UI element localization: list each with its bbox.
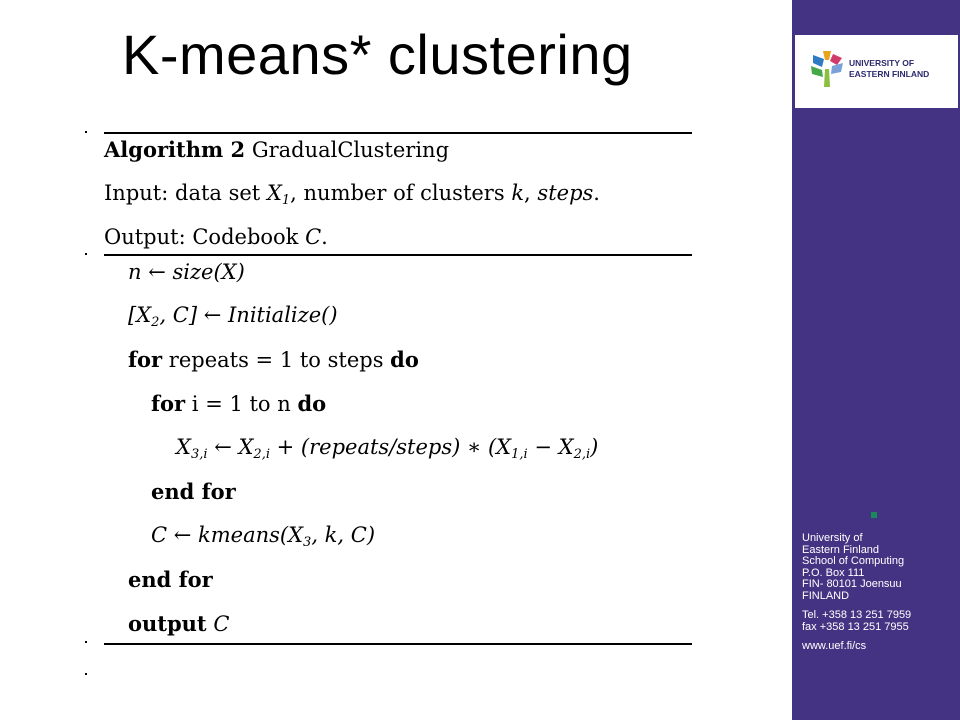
contact-line: School of Computing [802, 555, 905, 567]
input-sub: 1 [281, 193, 291, 208]
algo-sub: 2,i [253, 447, 270, 462]
contact-line: FINLAND [802, 589, 850, 602]
contact-fax: fax +358 13 251 7955 [802, 620, 909, 633]
algo-sub: 3 [303, 535, 312, 550]
input-text: , [524, 181, 531, 205]
logo-line: EASTERN FINLAND [849, 69, 930, 79]
logo-icon [809, 49, 845, 91]
output-text: Codebook [192, 225, 299, 249]
algo-line-2 [128, 303, 338, 330]
contact-info [802, 533, 952, 653]
algo-line-7 [151, 523, 375, 550]
algo-line-8 [128, 567, 213, 592]
university-logo [795, 35, 958, 108]
input-var: k [511, 181, 525, 205]
keyword: for [151, 391, 186, 416]
algo-line-text: ← X [207, 435, 254, 459]
algo-sub: 1,i [511, 447, 528, 462]
bottom-rule [104, 643, 692, 645]
algo-line-4 [151, 391, 326, 416]
algo-line-text: C [213, 612, 230, 636]
algo-line-text: , C] ← Initialize() [159, 303, 338, 327]
keyword: end for [151, 479, 236, 504]
algorithm-header [104, 137, 449, 162]
bullet-marker [85, 253, 87, 255]
algo-line-text: , k, C) [311, 523, 376, 547]
contact-line: P.O. Box 111 [802, 566, 865, 579]
slide-title: K-means* clustering [122, 23, 633, 86]
top-rule [104, 132, 692, 134]
output-text: . [321, 225, 328, 249]
logo-line: UNIVERSITY OF [849, 58, 915, 68]
accent-dot [871, 512, 877, 518]
algorithm-label: Algorithm 2 [104, 137, 246, 162]
algo-line-6 [151, 479, 236, 504]
keyword: for [128, 347, 163, 372]
algo-line-text: i = 1 to n [191, 392, 291, 416]
bullet-marker [85, 131, 87, 133]
bullet-marker [85, 673, 87, 675]
algo-line-text: + (repeats/steps) ∗ (X [269, 435, 512, 459]
algo-line-3 [128, 347, 419, 372]
algo-line-text: X [176, 435, 191, 459]
middle-rule [104, 254, 692, 256]
algo-line-text: repeats = 1 to steps [168, 348, 384, 372]
keyword: do [297, 391, 327, 416]
algo-line-text: n ← size(X) [128, 260, 245, 284]
algo-sub: 2 [151, 315, 160, 330]
input-text: , number of clusters [290, 181, 505, 205]
input-text: data set [175, 181, 261, 205]
contact-line: FIN- 80101 Joensuu [802, 578, 902, 590]
algorithm-output [104, 225, 328, 249]
contact-line: University of [802, 532, 863, 544]
algo-line-5 [176, 435, 598, 462]
contact-phone: Tel. +358 13 251 7959 [802, 609, 912, 621]
input-text: . [593, 181, 600, 205]
input-var: steps [537, 181, 594, 205]
input-var: X [266, 181, 282, 205]
contact-line: Eastern Finland [802, 543, 880, 556]
algorithm-input [104, 181, 600, 208]
logo-text [849, 58, 929, 80]
keyword: end for [128, 567, 213, 592]
bullet-marker [85, 641, 87, 643]
algo-line-text: − X [527, 435, 574, 459]
algorithm-box [85, 125, 695, 685]
output-var: C [305, 225, 322, 249]
keyword: do [390, 347, 419, 372]
algo-sub: 3,i [190, 447, 208, 462]
keyword: output [128, 611, 207, 636]
algorithm-name: GradualClustering [251, 138, 450, 162]
input-label: Input: [104, 181, 169, 205]
algo-line-text: ) [590, 435, 599, 459]
algo-sub: 2,i [573, 447, 591, 462]
contact-website[interactable]: www.uef.fi/cs [802, 640, 867, 652]
algo-line-text: C ← kmeans(X [151, 523, 304, 547]
output-label: Output: [104, 225, 186, 249]
algo-line-1 [128, 260, 245, 284]
algo-line-text: [X [128, 303, 152, 327]
algo-line-9 [128, 611, 229, 636]
